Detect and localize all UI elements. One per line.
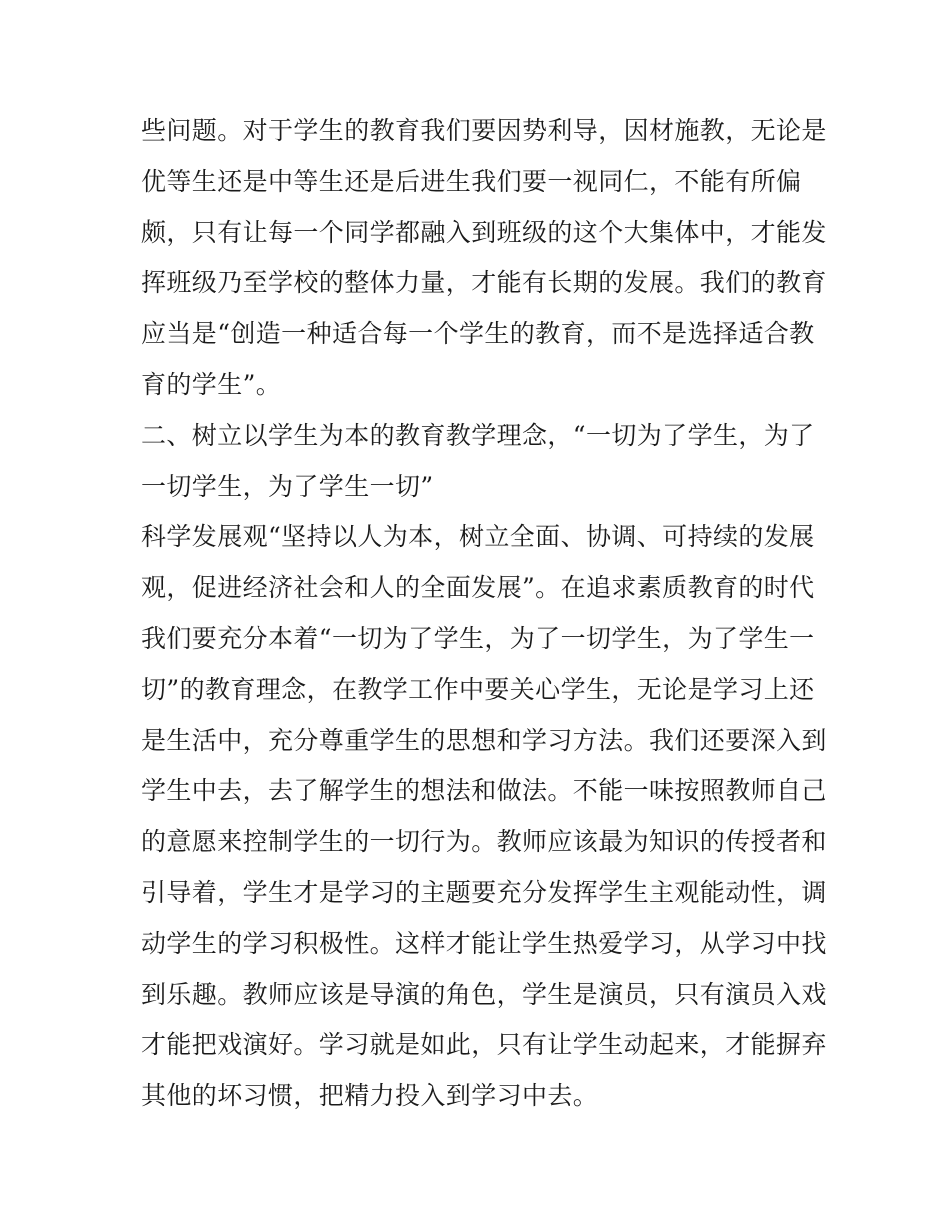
section-heading-line: 二、树立以学生为本的教育教学理念，“一切为了学生，为了 <box>141 420 815 450</box>
text-line: 优等生还是中等生还是后进生我们要一视同仁，不能有所偏 <box>141 166 802 196</box>
text-line: 是生活中，充分尊重学生的思想和学习方法。我们还要深入到 <box>141 725 827 755</box>
text-line: 到乐趣。教师应该是导演的角色，学生是演员，只有演员入戏 <box>141 979 827 1009</box>
text-line: 其他的坏习惯，把精力投入到学习中去。 <box>141 1081 599 1111</box>
text-line: 育的学生”。 <box>141 369 282 399</box>
text-line: 应当是“创造一种适合每一个学生的教育，而不是选择适合教 <box>141 319 815 349</box>
text-line: 才能把戏演好。学习就是如此，只有让学生动起来，才能摒弃 <box>141 1030 827 1060</box>
text-line: 我们要充分本着“一切为了学生，为了一切学生，为了学生一 <box>141 623 815 653</box>
text-line: 学生中去，去了解学生的想法和做法。不能一味按照教师自己 <box>141 776 827 806</box>
text-line: 动学生的学习积极性。这样才能让学生热爱学习，从学习中找 <box>141 928 827 958</box>
text-line: 引导着，学生才是学习的主题要充分发挥学生主观能动性，调 <box>141 877 827 907</box>
text-line: 挥班级乃至学校的整体力量，才能有长期的发展。我们的教育 <box>141 268 827 298</box>
text-line: 科学发展观“坚持以人为本，树立全面、协调、可持续的发展 <box>141 522 815 552</box>
text-line: 颇，只有让每一个同学都融入到班级的这个大集体中，才能发 <box>141 217 827 247</box>
text-line: 些问题。对于学生的教育我们要因势利导，因材施教，无论是 <box>141 116 827 145</box>
text-line: 切”的教育理念，在教学工作中要关心学生，无论是学习上还 <box>141 674 815 704</box>
document-body <box>141 106 841 1122</box>
text-line: 观，促进经济社会和人的全面发展”。在追求素质教育的时代 <box>141 573 815 603</box>
section-heading-line: 一切学生，为了学生一切” <box>141 471 434 501</box>
text-line: 的意愿来控制学生的一切行为。教师应该最为知识的传授者和 <box>141 827 827 857</box>
